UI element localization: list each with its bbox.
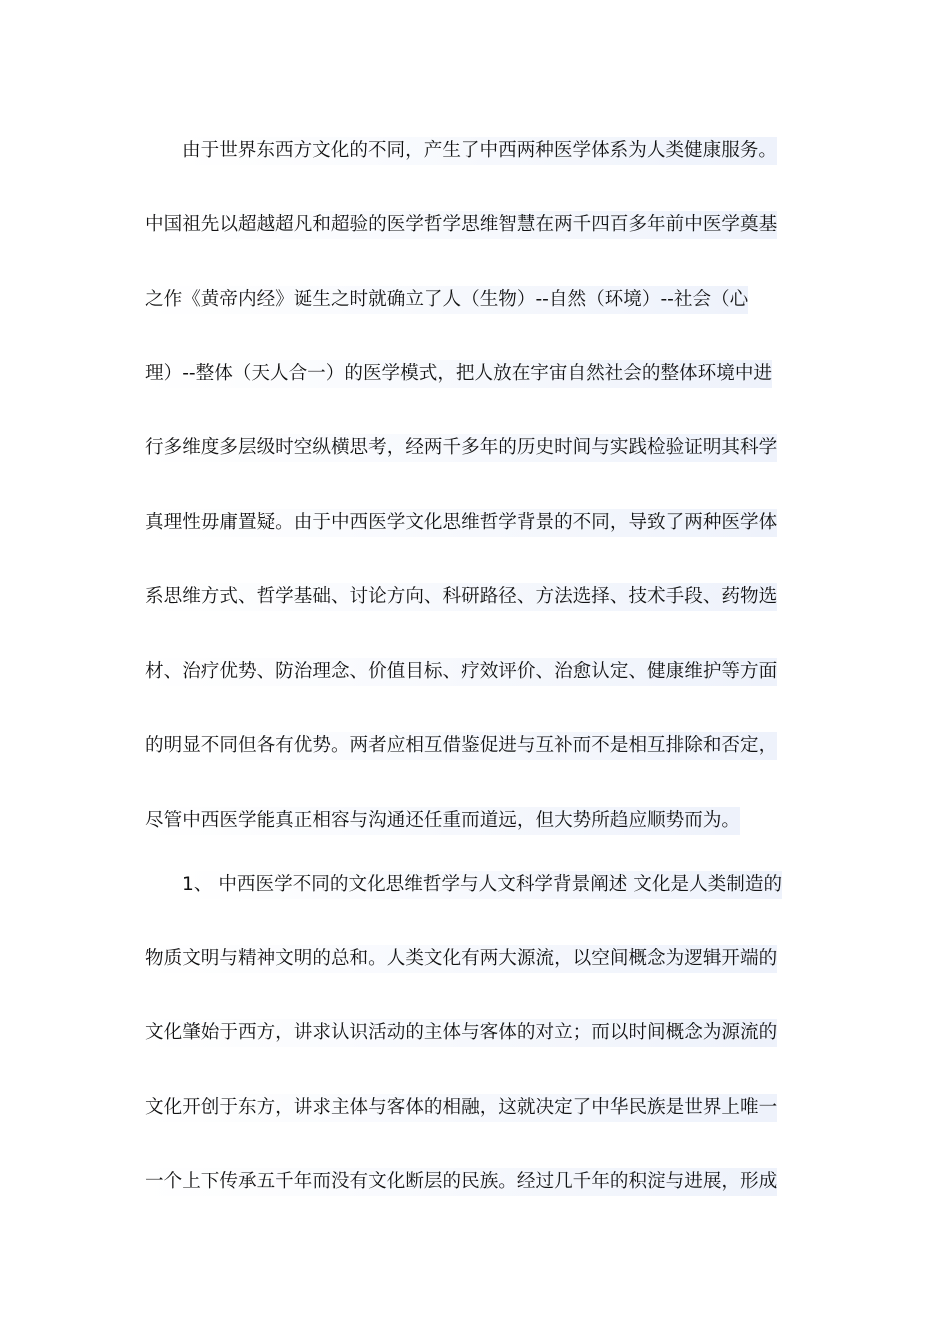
section-heading-line: 1、 中西医学不同的文化思维哲学与人文科学背景阐述 文化是人类制造的	[182, 871, 782, 899]
text-line: 系思维方式、哲学基础、讨论方向、科研路径、方法选择、技术手段、药物选	[145, 583, 777, 611]
text-line: 的明显不同但各有优势。两者应相互借鉴促进与互补而不是相互排除和否定，	[145, 732, 777, 760]
text-line: 行多维度多层级时空纵横思考，经两千多年的历史时间与实践检验证明其科学	[145, 434, 777, 462]
text-line: 一个上下传承五千年而没有文化断层的民族。经过几千年的积淀与进展，形成	[145, 1168, 777, 1196]
text-line: 理）--整体（天人合一）的医学模式，把人放在宇宙自然社会的整体环境中进	[145, 360, 772, 388]
text-line: 文化开创于东方，讲求主体与客体的相融，这就决定了中华民族是世界上唯一	[145, 1094, 777, 1122]
text-line: 材、治疗优势、防治理念、价值目标、疗效评价、治愈认定、健康维护等方面	[145, 658, 777, 686]
text-line: 由于世界东西方文化的不同，产生了中西两种医学体系为人类健康服务。	[182, 137, 777, 165]
text-line: 之作《黄帝内经》诞生之时就确立了人（生物）--自然（环境）--社会（心	[145, 286, 748, 314]
text-line: 文化肇始于西方，讲求认识活动的主体与客体的对立；而以时间概念为源流的	[145, 1019, 777, 1047]
text-line: 真理性毋庸置疑。由于中西医学文化思维哲学背景的不同，导致了两种医学体	[145, 509, 777, 537]
text-line: 物质文明与精神文明的总和。人类文化有两大源流，以空间概念为逻辑开端的	[145, 945, 777, 973]
text-line: 中国祖先以超越超凡和超验的医学哲学思维智慧在两千四百多年前中医学奠基	[145, 211, 777, 239]
text-line: 尽管中西医学能真正相容与沟通还任重而道远，但大势所趋应顺势而为。	[145, 807, 740, 835]
